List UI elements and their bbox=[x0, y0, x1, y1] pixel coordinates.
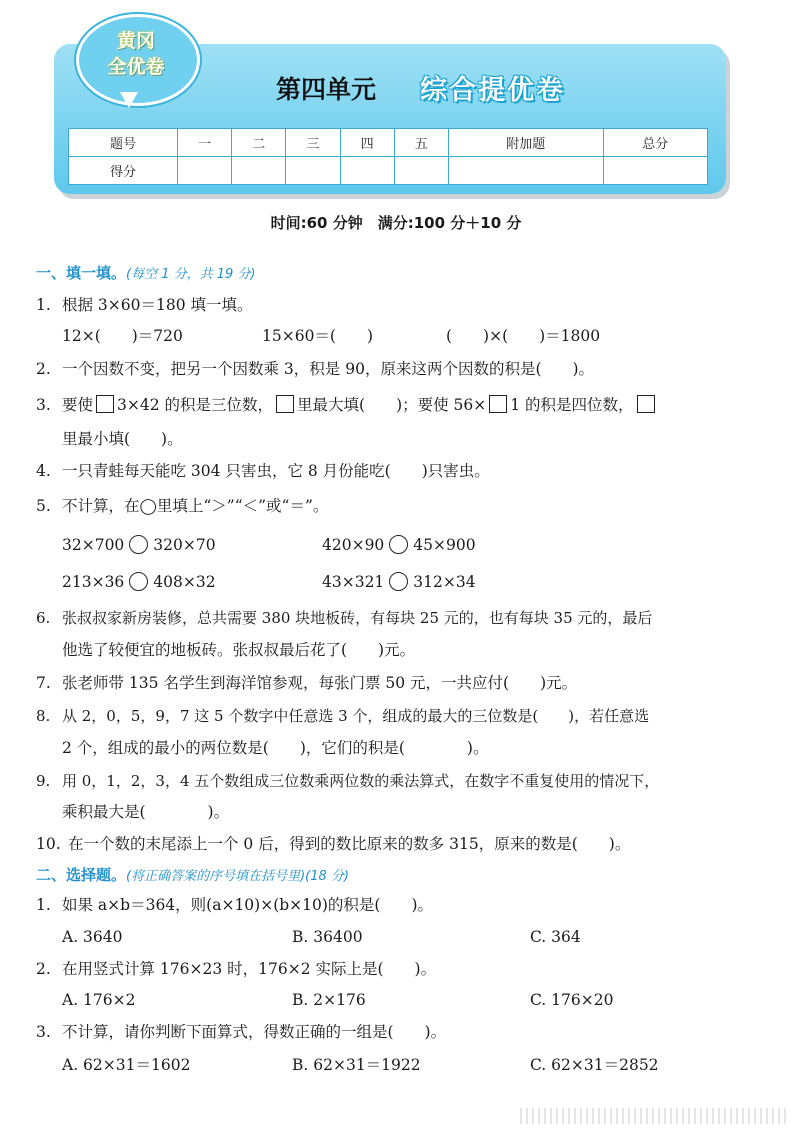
question-text[interactable]: 一只青蛙每天能吃 304 只害虫，它 8 月份能吃( )只害虫。 bbox=[62, 462, 490, 480]
question-3-cont bbox=[62, 428, 183, 450]
question-1 bbox=[36, 294, 253, 316]
option-a[interactable]: A. 3640 bbox=[62, 928, 123, 946]
question-text-part: 1 的积是四位数， bbox=[510, 396, 634, 414]
question-8-cont bbox=[62, 737, 488, 759]
score-input-cell[interactable] bbox=[286, 157, 340, 185]
section-2-note: (将正确答案的序号填在括号里)(18 分) bbox=[126, 869, 349, 884]
question-9 bbox=[36, 770, 659, 792]
score-cell: 二 bbox=[232, 129, 286, 157]
option-b[interactable]: B. 36400 bbox=[292, 928, 363, 946]
question-text[interactable]: 2 个，组成的最小的两位数是( )，它们的积是( )。 bbox=[62, 739, 489, 757]
compare-circle[interactable] bbox=[129, 535, 148, 554]
question-text: 根据 3×60＝180 填一填。 bbox=[62, 296, 253, 314]
question-number: 9. bbox=[36, 772, 51, 790]
watermark-bar bbox=[520, 1108, 790, 1124]
question-text-part[interactable]: 里最大填( )；要使 56× bbox=[297, 396, 487, 414]
question-7 bbox=[36, 672, 577, 694]
question-text-part: 要使 bbox=[62, 396, 94, 414]
option-b[interactable]: B. 2×176 bbox=[292, 991, 366, 1009]
score-table bbox=[68, 128, 708, 185]
question-text: 用 0，1，2，3，4 五个数组成三位数乘两位数的乘法算式，在数字不重复使用的情况下， bbox=[62, 772, 660, 790]
question-number: 10. bbox=[36, 835, 61, 853]
question-10 bbox=[36, 833, 630, 855]
question-6 bbox=[36, 607, 652, 629]
section-2-title bbox=[36, 864, 349, 885]
compare-item bbox=[322, 571, 476, 593]
question-number: 4. bbox=[36, 462, 51, 480]
q1-blank-a[interactable]: 12×( )＝720 bbox=[62, 327, 183, 345]
compare-right: 312×34 bbox=[413, 573, 476, 591]
section-1-title bbox=[36, 262, 256, 283]
score-table-score-row bbox=[69, 157, 708, 185]
option-c[interactable]: C. 176×20 bbox=[530, 991, 614, 1009]
question-9-cont bbox=[62, 801, 229, 823]
logo bbox=[84, 28, 188, 80]
blank-square[interactable] bbox=[276, 395, 294, 413]
section-1-heading: 一、填一填。 bbox=[36, 264, 127, 282]
compare-right: 320×70 bbox=[153, 536, 216, 554]
question-text-part: 3×42 的积是三位数， bbox=[117, 396, 274, 414]
option-c[interactable]: C. 62×31＝2852 bbox=[530, 1056, 659, 1074]
score-cell: 四 bbox=[340, 129, 394, 157]
choice-question-1 bbox=[36, 894, 433, 916]
blank-square[interactable] bbox=[489, 395, 507, 413]
question-text[interactable]: 他选了较便宜的地板砖。张叔叔最后花了( )元。 bbox=[62, 641, 416, 659]
question-number: 7. bbox=[36, 674, 51, 692]
question-8 bbox=[36, 705, 649, 727]
compare-circle[interactable] bbox=[129, 572, 148, 591]
question-6-cont bbox=[62, 639, 415, 661]
option-c[interactable]: C. 364 bbox=[530, 928, 581, 946]
option-b[interactable]: B. 62×31＝1922 bbox=[292, 1056, 421, 1074]
question-number: 1. bbox=[36, 296, 51, 314]
compare-item bbox=[62, 534, 216, 556]
score-cell: 三 bbox=[286, 129, 340, 157]
question-text[interactable]: 一个因数不变，把另一个因数乘 3，积是 90，原来这两个因数的积是( )。 bbox=[62, 360, 595, 378]
compare-right: 45×900 bbox=[413, 536, 476, 554]
question-number: 3. bbox=[36, 1023, 51, 1041]
score-input-cell[interactable] bbox=[394, 157, 448, 185]
question-number: 5. bbox=[36, 497, 51, 515]
question-text: 张叔叔家新房装修，总共需要 380 块地板砖，有每块 25 元的，也有每块 35 元的，最后 bbox=[62, 609, 653, 627]
question-text-part[interactable]: 里最小填( )。 bbox=[62, 430, 183, 448]
question-text[interactable]: 从 2，0，5，9，7 这 5 个数字中任意选 3 个，组成的最大的三位数是( )，若任意选 bbox=[62, 707, 650, 725]
compare-left: 32×700 bbox=[62, 536, 125, 554]
section-2-heading: 二、选择题。 bbox=[36, 866, 127, 884]
score-cell: 一 bbox=[178, 129, 232, 157]
compare-circle[interactable] bbox=[389, 572, 408, 591]
question-text[interactable]: 在用竖式计算 176×23 时，176×2 实际上是( )。 bbox=[62, 960, 437, 978]
score-table-header-row bbox=[69, 129, 708, 157]
score-input-cell[interactable] bbox=[603, 157, 707, 185]
question-text[interactable]: 如果 a×b＝364，则(a×10)×(b×10)的积是( )。 bbox=[62, 896, 434, 914]
question-text[interactable]: 不计算，请你判断下面算式，得数正确的一组是( )。 bbox=[62, 1023, 447, 1041]
question-number: 6. bbox=[36, 609, 51, 627]
compare-circle[interactable] bbox=[389, 535, 408, 554]
compare-left: 213×36 bbox=[62, 573, 125, 591]
unit-title: 第四单元 bbox=[276, 75, 377, 104]
question-text[interactable]: 在一个数的末尾添上一个 0 后，得到的数比原来的数多 315，原来的数是( )。 bbox=[68, 835, 631, 853]
blank-square[interactable] bbox=[637, 395, 655, 413]
compare-left: 420×90 bbox=[322, 536, 385, 554]
compare-item bbox=[322, 534, 476, 556]
question-number: 2. bbox=[36, 960, 51, 978]
score-cell: 总分 bbox=[603, 129, 707, 157]
question-text: 不计算，在◯里填上“＞”“＜”或“＝”。 bbox=[62, 497, 329, 515]
choice-question-2 bbox=[36, 958, 436, 980]
question-number: 8. bbox=[36, 707, 51, 725]
question-number: 1. bbox=[36, 896, 51, 914]
question-number: 3. bbox=[36, 396, 51, 414]
logo-line-1: 黄冈 bbox=[116, 30, 155, 52]
question-text[interactable]: 乘积最大是( )。 bbox=[62, 803, 230, 821]
score-cell: 附加题 bbox=[448, 129, 603, 157]
compare-left: 43×321 bbox=[322, 573, 385, 591]
unit-subtitle: 综合提优卷 bbox=[420, 75, 565, 106]
score-cell: 题号 bbox=[69, 129, 178, 157]
question-4 bbox=[36, 460, 490, 482]
time-info: 时间:60 分钟 满分:100 分＋10 分 bbox=[270, 214, 522, 232]
question-3 bbox=[36, 394, 658, 416]
option-a[interactable]: A. 176×2 bbox=[62, 991, 136, 1009]
score-cell: 五 bbox=[394, 129, 448, 157]
q1-blank-b[interactable]: 15×60＝( ) bbox=[262, 327, 374, 345]
blank-square[interactable] bbox=[96, 395, 114, 413]
question-5 bbox=[36, 495, 328, 517]
choice-question-3 bbox=[36, 1021, 446, 1043]
question-2 bbox=[36, 358, 594, 380]
question-text[interactable]: 张老师带 135 名学生到海洋馆参观，每张门票 50 元，一共应付( )元。 bbox=[62, 674, 578, 692]
compare-right: 408×32 bbox=[153, 573, 216, 591]
compare-item bbox=[62, 571, 216, 593]
q1-blank-c[interactable]: ( )×( )＝1800 bbox=[446, 327, 601, 345]
option-a[interactable]: A. 62×31＝1602 bbox=[62, 1056, 191, 1074]
score-input-cell[interactable] bbox=[340, 157, 394, 185]
question-number: 2. bbox=[36, 360, 51, 378]
logo-line-2: 全优卷 bbox=[107, 56, 165, 78]
score-input-cell[interactable] bbox=[178, 157, 232, 185]
logo-bubble-tail bbox=[120, 92, 138, 108]
score-input-cell[interactable] bbox=[232, 157, 286, 185]
score-cell: 得分 bbox=[69, 157, 178, 185]
section-1-note: (每空 1 分，共 19 分) bbox=[126, 267, 256, 282]
score-input-cell[interactable] bbox=[448, 157, 603, 185]
